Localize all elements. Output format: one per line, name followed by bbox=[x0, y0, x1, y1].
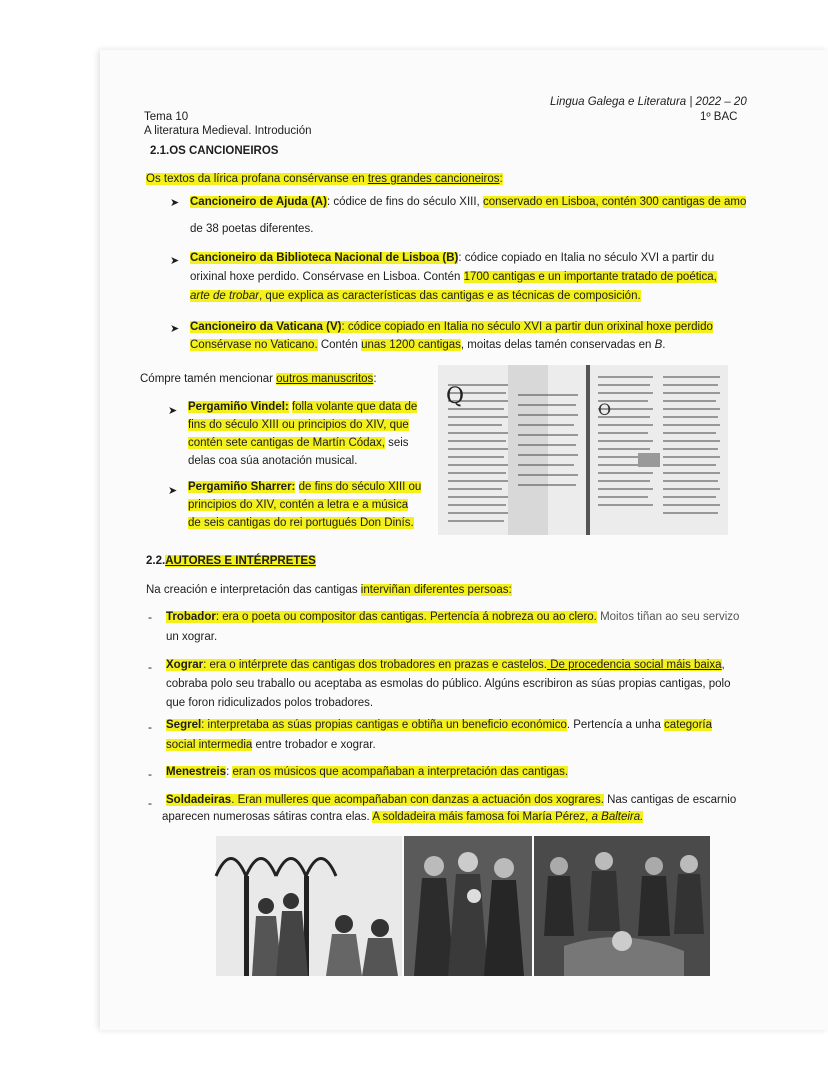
section-heading-2-1: 2.1.OS CANCIONEIROS bbox=[150, 145, 279, 157]
soldadeiras-line1: Soldadeiras. Eran mulleres que acompañaban con danzas a actuación dos xograres. Nas cantigas de escarnio bbox=[166, 794, 737, 806]
other-manuscripts-intro: Cómpre tamén mencionar outros manuscritos: bbox=[140, 373, 377, 385]
dash-bullet-icon: - bbox=[148, 767, 152, 781]
vindel-line3: contén sete cantigas de Martín Códax, seis bbox=[188, 437, 409, 449]
segrel-line1: Segrel: interpretaba as súas propias cantigas e obtiña un beneficio económico. Pertencía a unha categoría bbox=[166, 719, 712, 731]
dash-bullet-icon: - bbox=[148, 796, 152, 810]
sharrer-line2: principios do XIV, contén a letra e a música bbox=[188, 499, 409, 511]
manuscript-image bbox=[438, 365, 728, 535]
soldadeiras-illustration bbox=[404, 836, 532, 976]
header-course: Lingua Galega e Literatura | 2022 – 20 bbox=[550, 96, 747, 108]
vindel-line2: fins do século XIII ou principios do XIV, que bbox=[188, 419, 409, 431]
arrowhead-bullet-icon: ➤ bbox=[170, 323, 180, 335]
dash-bullet-icon: - bbox=[148, 660, 152, 674]
menestreis-line1: Menestreis: eran os músicos que acompañaban a interpretación das cantigas. bbox=[166, 766, 569, 778]
segrel-line2: social intermedia entre trobador e xograr. bbox=[166, 739, 376, 751]
cancioneiro-b-line2: orixinal hoxe perdido. Consérvase en Lisboa. Contén 1700 cantigas e un importante tratado de poética, bbox=[190, 271, 717, 283]
trobador-line2: un xograr. bbox=[166, 631, 218, 643]
vindel-line4: delas coa súa anotación musical. bbox=[188, 455, 358, 467]
section-heading-2-2: 2.2.AUTORES E INTÉRPRETES bbox=[146, 555, 316, 567]
vindel-line1: Pergamiño Vindel: folla volante que data de bbox=[188, 401, 418, 413]
sharrer-line3: de seis cantigas do rei portugués Don Dinís. bbox=[188, 517, 414, 529]
cancioneiro-ajuda-line1: Cancioneiro de Ajuda (A): códice de fins do século XIII, conservado en Lisboa, contén 300 cantigas de amo bbox=[190, 196, 747, 208]
cancioneiro-v-line2: Consérvase no Vaticano. Contén unas 1200 cantigas, moitas delas tamén conservadas en B. bbox=[190, 339, 666, 351]
xograr-line2: cobraba polo seu traballo ou aceptaba as esmolas do público. Algúns escribiron as súas propias cantigas, polo bbox=[166, 678, 731, 690]
header-subject: A literatura Medieval. Introdución bbox=[144, 125, 312, 137]
section1-intro: Os textos da lírica profana consérvanse en tres grandes cancioneiros: bbox=[146, 173, 503, 185]
arrowhead-bullet-icon: ➤ bbox=[168, 485, 178, 497]
cancioneiro-v-line1: Cancioneiro da Vaticana (V): códice copiado en Italia no século XVI a partir dun orixinal hoxe perdido bbox=[190, 321, 713, 333]
cancioneiro-b-line3: arte de trobar, que explica as características das cantigas e as técnicas de composición. bbox=[190, 290, 641, 302]
header-level: 1º BAC bbox=[700, 111, 738, 123]
xograr-line1: Xograr: era o intérprete das cantigas dos trobadores en prazas e castelos. De procedencia social máis baixa, bbox=[166, 659, 725, 671]
svg-text:O: O bbox=[598, 400, 612, 419]
svg-text:Q: Q bbox=[446, 384, 465, 409]
xograr-line3: que foron ridiculizados polos trobadores. bbox=[166, 697, 374, 709]
header-tema: Tema 10 bbox=[144, 111, 189, 123]
trobador-line1: Trobador: era o poeta ou compositor das cantigas. Pertencía á nobreza ou ao clero. Moitos tiñan ao seu servizo bbox=[166, 611, 740, 623]
arrowhead-bullet-icon: ➤ bbox=[170, 255, 180, 267]
dash-bullet-icon: - bbox=[148, 610, 152, 624]
dash-bullet-icon: - bbox=[148, 720, 152, 734]
section2-intro: Na creación e interpretación das cantigas interviñan diferentes persoas: bbox=[146, 584, 512, 596]
trobador-illustration bbox=[216, 836, 402, 976]
arrowhead-bullet-icon: ➤ bbox=[170, 197, 180, 209]
arrowhead-bullet-icon: ➤ bbox=[168, 405, 178, 417]
sharrer-line1: Pergamiño Sharrer: de fins do século XIII ou bbox=[188, 481, 422, 493]
menestreis-illustration bbox=[534, 836, 710, 976]
cancioneiro-b-line1: Cancioneiro da Biblioteca Nacional de Lisboa (B): códice copiado en Italia no século XVI a partir du bbox=[190, 252, 715, 264]
cancioneiro-ajuda-line2: de 38 poetas diferentes. bbox=[190, 223, 314, 235]
soldadeiras-line2: aparecen numerosas sátiras contra elas. A soldadeira máis famosa foi María Pérez, a Balteira. bbox=[162, 811, 644, 823]
